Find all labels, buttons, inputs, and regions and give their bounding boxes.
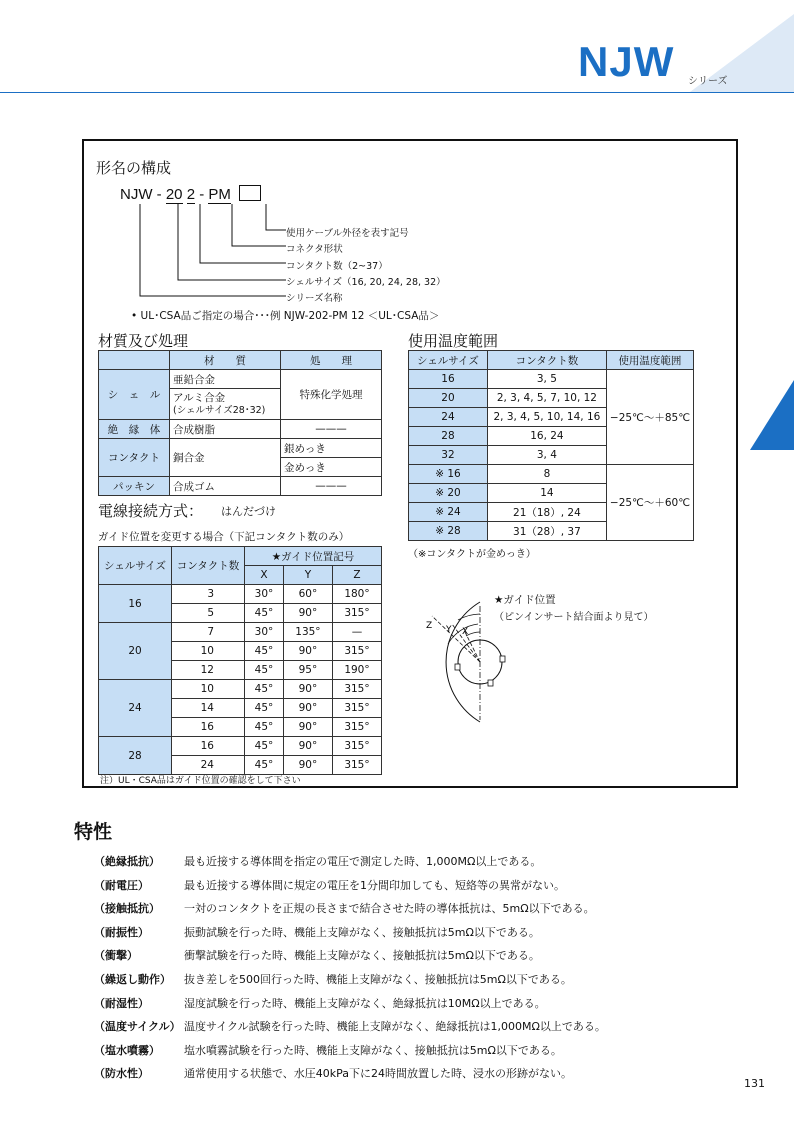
temperature-note: （※コンタクトが金めっき） xyxy=(408,549,536,560)
temp-row xyxy=(409,370,694,389)
shell-treatment: 特殊化学処理 xyxy=(281,370,382,420)
temp-contacts-cell: 2, 3, 4, 5, 7, 10, 12 xyxy=(487,389,606,408)
property-label: （防水性） xyxy=(94,1067,149,1081)
guide-cell: 3 xyxy=(172,585,245,604)
wiring-heading: 電線接続方式： xyxy=(98,502,204,520)
characteristics-title: 特性 xyxy=(74,821,113,843)
property-text: 湿度試験を行った時、機能上支障がなく、絶縁抵抗は10MΩ以上である。 xyxy=(184,996,546,1010)
guide-cell: 30° xyxy=(245,585,284,604)
guide-shell-cell: 16 xyxy=(99,585,172,623)
property-label: （耐電圧） xyxy=(94,878,149,892)
guide-cell: 16 xyxy=(172,737,245,756)
legend-shape: コネクタ形状 xyxy=(286,244,343,255)
guide-shell-cell: 24 xyxy=(99,680,172,737)
guide-col-x: X xyxy=(245,566,284,585)
temp-shell-cell: ※ 16 xyxy=(409,465,488,484)
temp-shell-cell: 24 xyxy=(409,408,488,427)
temp-row xyxy=(409,465,694,484)
temperature-heading: 使用温度範囲 xyxy=(408,332,499,350)
guide-col-z: Z xyxy=(332,566,381,585)
guide-cell: 90° xyxy=(283,604,332,623)
temp-range-silver: −25℃～＋85℃ xyxy=(606,370,693,465)
property-text: 抜き差しを500回行った時、機能上支障がなく、接触抵抗は5mΩ以下である。 xyxy=(184,973,572,986)
side-tab-triangle xyxy=(750,380,794,450)
guide-row xyxy=(99,737,382,756)
guide-cell: 315° xyxy=(332,604,381,623)
property-text: 衝撃試験を行った時、機能上支障がなく、接触抵抗は5mΩ以下である。 xyxy=(184,949,540,963)
model-part-series: NJW xyxy=(120,186,153,203)
property-text: 振動試験を行った時、機能上支障がなく、接触抵抗は5mΩ以下である。 xyxy=(184,925,540,939)
diagram-title: ★ガイド位置 xyxy=(494,594,556,606)
guide-cell: 90° xyxy=(283,718,332,737)
page-number: 131 xyxy=(744,1077,765,1090)
shell-material-zinc: 亜鉛合金 xyxy=(170,370,281,389)
guide-cell: 315° xyxy=(332,680,381,699)
property-text: 最も近接する導体間に規定の電圧を1分間印加しても、短絡等の異常がない。 xyxy=(184,878,565,892)
guide-cell: 180° xyxy=(332,585,381,604)
guide-cell: 5 xyxy=(172,604,245,623)
guide-col-y: Y xyxy=(283,566,332,585)
guide-cell: 16 xyxy=(172,718,245,737)
temp-col-range: 使用温度範囲 xyxy=(606,351,693,370)
temp-shell-cell: 20 xyxy=(409,389,488,408)
row-label-packing: パッキン xyxy=(99,477,170,496)
materials-col-treatment: 処 理 xyxy=(281,351,382,370)
guide-cell: 90° xyxy=(283,756,332,775)
temp-shell-cell: ※ 24 xyxy=(409,503,488,522)
guide-cell: 95° xyxy=(283,661,332,680)
guide-cell: 7 xyxy=(172,623,245,642)
row-label-shell: シ ェ ル xyxy=(99,370,170,420)
temp-contacts-cell: 14 xyxy=(487,484,606,503)
temp-shell-cell: 32 xyxy=(409,446,488,465)
guide-cell: 45° xyxy=(245,718,284,737)
model-heading: 形名の構成 xyxy=(96,159,172,177)
guide-cell: — xyxy=(332,623,381,642)
guide-cell: 90° xyxy=(283,737,332,756)
shell-material-aluminum: アルミ合金 (シェルサイズ28･32) xyxy=(170,389,281,420)
property-label: （温度サイクル） xyxy=(94,1020,181,1034)
temp-shell-cell: 16 xyxy=(409,370,488,389)
property-label: （衝撃） xyxy=(94,949,138,963)
temp-shell-cell: 28 xyxy=(409,427,488,446)
property-label: （接触抵抗） xyxy=(94,902,160,916)
guide-shell-cell: 20 xyxy=(99,623,172,680)
guide-row xyxy=(99,623,382,642)
guide-table xyxy=(98,546,382,775)
ul-csa-note: • UL･CSA品ご指定の場合･･･例 NJW-202-PM 12 ＜UL･CSA品＞ xyxy=(131,310,440,322)
model-cable-box xyxy=(239,185,261,201)
guide-row xyxy=(99,680,382,699)
insulator-material: 合成樹脂 xyxy=(170,420,281,439)
diagram-subtitle: （ピンインサート結合面より見て） xyxy=(494,612,654,623)
temp-body xyxy=(409,370,694,541)
guide-body xyxy=(99,585,382,775)
guide-cell: 45° xyxy=(245,680,284,699)
model-leader-lines xyxy=(120,204,290,304)
temp-shell-cell: ※ 20 xyxy=(409,484,488,503)
property-text: 最も近接する導体間を指定の電圧で測定した時、1,000MΩ以上である。 xyxy=(184,855,542,868)
materials-table xyxy=(98,350,382,496)
row-label-contact: コンタクト xyxy=(99,439,170,477)
packing-treatment: ——— xyxy=(281,477,382,496)
guide-cell: 14 xyxy=(172,699,245,718)
temperature-table xyxy=(408,350,694,541)
guide-caption: ガイド位置を変更する場合（下記コンタクト数のみ） xyxy=(98,531,350,543)
guide-cell: 315° xyxy=(332,642,381,661)
guide-cell: 45° xyxy=(245,756,284,775)
guide-cell: 190° xyxy=(332,661,381,680)
guide-col-shell: シェルサイズ xyxy=(99,547,172,585)
guide-position-diagram xyxy=(418,598,528,726)
temp-contacts-cell: 16, 24 xyxy=(487,427,606,446)
temp-col-shell: シェルサイズ xyxy=(409,351,488,370)
guide-row xyxy=(99,585,382,604)
guide-cell: 315° xyxy=(332,699,381,718)
guide-cell: 24 xyxy=(172,756,245,775)
guide-cell: 90° xyxy=(283,680,332,699)
property-label: （塩水噴霧） xyxy=(94,1043,160,1057)
guide-cell: 315° xyxy=(332,737,381,756)
property-text: 通常使用する状態で、水圧40kPa下に24時間放置した時、浸水の形跡がない。 xyxy=(184,1067,573,1081)
guide-cell: 30° xyxy=(245,623,284,642)
property-text: 塩水噴霧試験を行った時、機能上支障がなく、接触抵抗は5mΩ以下である。 xyxy=(184,1043,562,1057)
property-label: （耐湿性） xyxy=(94,996,149,1010)
guide-cell: 90° xyxy=(283,699,332,718)
guide-col-guide: ★ガイド位置記号 xyxy=(245,547,382,566)
diagram-label-z: Z xyxy=(426,621,433,631)
insulator-treatment: ——— xyxy=(281,420,382,439)
guide-cell: 60° xyxy=(283,585,332,604)
guide-cell: 45° xyxy=(245,642,284,661)
guide-cell: 315° xyxy=(332,718,381,737)
temp-contacts-cell: 8 xyxy=(487,465,606,484)
materials-heading: 材質及び処理 xyxy=(98,332,189,350)
contact-treatment-silver: 銀めっき xyxy=(281,439,382,458)
property-label: （耐振性） xyxy=(94,925,149,939)
model-part-shape: PM xyxy=(208,186,231,203)
legend-shell: シェルサイズ（16, 20, 24, 28, 32） xyxy=(286,277,446,288)
guide-note: 注）UL・CSA品はガイド位置の確認をして下さい xyxy=(100,776,301,786)
diagram-label-y: Y xyxy=(446,625,452,635)
temp-contacts-cell: 21（18）, 24 xyxy=(487,503,606,522)
header-rule xyxy=(0,92,794,93)
row-label-insulator: 絶 縁 体 xyxy=(99,420,170,439)
legend-series: シリーズ名称 xyxy=(286,293,343,304)
property-label: （絶縁抵抗） xyxy=(94,855,160,868)
series-suffix: シリーズ xyxy=(688,76,728,87)
guide-cell: 90° xyxy=(283,642,332,661)
model-code: NJW - 20 2 - PM xyxy=(120,185,261,203)
model-part-shell: 20 xyxy=(165,186,183,203)
property-text: 温度サイクル試験を行った時、機能上支障がなく、絶縁抵抗は1,000MΩ以上である。 xyxy=(184,1020,606,1034)
series-title: NJW xyxy=(578,38,675,85)
guide-cell: 45° xyxy=(245,661,284,680)
guide-cell: 12 xyxy=(172,661,245,680)
temp-contacts-cell: 3, 5 xyxy=(487,370,606,389)
diagram-label-x: X xyxy=(462,627,469,637)
temp-contacts-cell: 2, 3, 4, 5, 10, 14, 16 xyxy=(487,408,606,427)
temp-shell-cell: ※ 28 xyxy=(409,522,488,541)
temp-col-contacts: コンタクト数 xyxy=(487,351,606,370)
property-label: （繰返し動作） xyxy=(94,973,171,986)
temp-range-gold: −25℃～＋60℃ xyxy=(606,465,693,541)
guide-cell: 10 xyxy=(172,642,245,661)
legend-cable: 使用ケーブル外径を表す記号 xyxy=(286,228,409,239)
contact-material: 銅合金 xyxy=(170,439,281,477)
guide-cell: 315° xyxy=(332,756,381,775)
guide-shell-cell: 28 xyxy=(99,737,172,775)
guide-cell: 45° xyxy=(245,604,284,623)
wiring-value: はんだづけ xyxy=(221,505,276,518)
guide-col-contacts: コンタクト数 xyxy=(172,547,245,585)
temp-contacts-cell: 3, 4 xyxy=(487,446,606,465)
guide-cell: 10 xyxy=(172,680,245,699)
model-part-contacts: 2 xyxy=(186,186,196,203)
contact-treatment-gold: 金めっき xyxy=(281,458,382,477)
guide-cell: 45° xyxy=(245,699,284,718)
legend-contacts: コンタクト数（2~37） xyxy=(286,261,388,272)
property-text: 一対のコンタクトを正規の長さまで結合させた時の導体抵抗は、5mΩ以下である。 xyxy=(184,902,595,916)
packing-material: 合成ゴム xyxy=(170,477,281,496)
guide-cell: 135° xyxy=(283,623,332,642)
materials-col-material: 材 質 xyxy=(170,351,281,370)
temp-contacts-cell: 31（28）, 37 xyxy=(487,522,606,541)
guide-cell: 45° xyxy=(245,737,284,756)
